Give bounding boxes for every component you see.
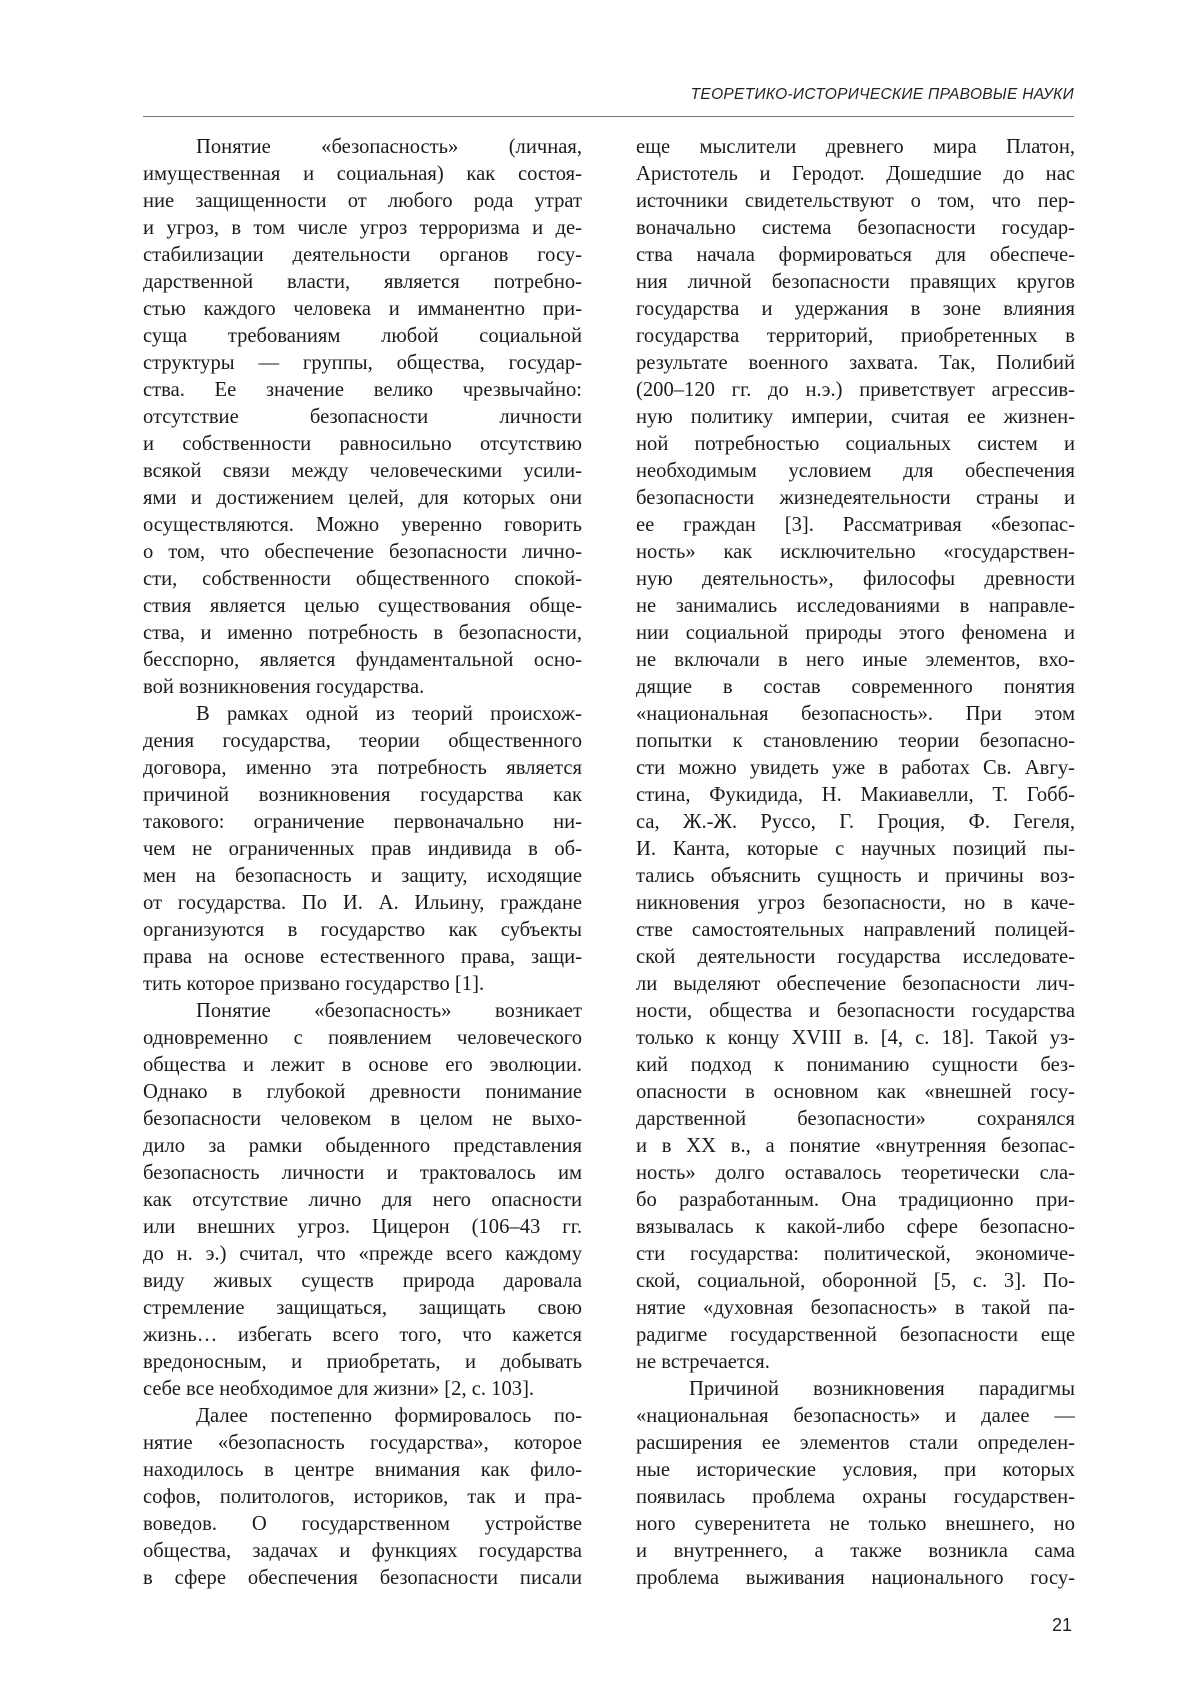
text-line: до н. э.) считал, что «прежде всего каждому — [143, 1243, 582, 1265]
text-line: и внутреннего, а также возникла сама — [636, 1540, 1075, 1562]
text-line: са, Ж.-Ж. Руссо, Г. Гроция, Ф. Гегеля, — [636, 811, 1075, 833]
text-line: опасности в основном как «внешней госу- — [636, 1081, 1075, 1103]
text-line: воведов. О государственном устройстве — [143, 1513, 582, 1535]
text-line: о том, что обеспечение безопасности лично- — [143, 541, 582, 563]
text-line: ного суверенитета не только внешнего, но — [636, 1513, 1075, 1535]
text-line: и в XX в., а понятие «внутренняя безопас- — [636, 1135, 1075, 1157]
text-line: ную политику империи, считая ее жизнен- — [636, 406, 1075, 428]
text-line: дило за рамки обыденного представления — [143, 1135, 582, 1157]
text-line: ства. Ее значение велико чрезвычайно: — [143, 379, 582, 401]
text-line: ния личной безопасности правящих кругов — [636, 271, 1075, 293]
text-line: В рамках одной из теорий происхож- — [196, 703, 582, 725]
text-line: тались объяснить сущность и причины воз- — [636, 865, 1075, 887]
text-line: нятие «безопасность государства», которое — [143, 1432, 582, 1454]
text-line: права на основе естественного права, защи- — [143, 946, 582, 968]
text-line: мен на безопасность и защиту, исходящие — [143, 865, 582, 887]
text-line: еще мыслители древнего мира Платон, — [636, 136, 1075, 158]
text-line: вредоносным, и приобретать, и добывать — [143, 1351, 582, 1373]
text-line: вой возникновения государства. — [143, 676, 425, 698]
text-line: находилось в центре внимания как фило- — [143, 1459, 582, 1481]
left-column — [143, 134, 582, 1592]
text-line: отсутствие безопасности личности — [143, 406, 582, 428]
text-line: договора, именно эта потребность является — [143, 757, 582, 779]
text-line: не включали в него иные элементов, вхо- — [636, 649, 1075, 671]
header-rule — [143, 116, 1074, 117]
text-line: чем не ограниченных прав индивида в об- — [143, 838, 582, 860]
text-line: безопасность личности и трактовалось им — [143, 1162, 582, 1184]
text-line: Далее постепенно формировалось по- — [196, 1405, 582, 1427]
text-line: стью каждого человека и имманентно при- — [143, 298, 582, 320]
text-line: результате военного захвата. Так, Полибий — [636, 352, 1075, 374]
text-line: виду живых существ природа даровала — [143, 1270, 582, 1292]
text-line: «национальная безопасность». При этом — [636, 703, 1075, 725]
text-line: ства, и именно потребность в безопасности, — [143, 622, 582, 644]
text-line: бесспорно, является фундаментальной осно- — [143, 649, 582, 671]
text-line: ской, социальной, оборонной [5, с. 3]. По- — [636, 1270, 1075, 1292]
text-line: сти можно увидеть уже в работах Св. Авгу- — [636, 757, 1075, 779]
text-line: ность» как исключительно «государствен- — [636, 541, 1075, 563]
text-line: такового: ограничение первоначально ни- — [143, 811, 582, 833]
text-line: сти государства: политической, экономиче- — [636, 1243, 1075, 1265]
text-line: радигме государственной безопасности еще — [636, 1324, 1075, 1346]
text-line: Аристотель и Геродот. Дошедшие до нас — [636, 163, 1075, 185]
text-line: ства начала формироваться для обеспече- — [636, 244, 1075, 266]
text-line: источники свидетельствуют о том, что пер- — [636, 190, 1075, 212]
text-line: «национальная безопасность» и далее — — [636, 1405, 1075, 1427]
text-line: суща требованиям любой социальной — [143, 325, 582, 347]
text-line: ной потребностью социальных систем и — [636, 433, 1075, 455]
text-line: жизнь… избегать всего того, что кажется — [143, 1324, 582, 1346]
text-line: безопасности жизнедеятельности страны и — [636, 487, 1075, 509]
text-line: структуры — группы, общества, государ- — [143, 352, 582, 374]
text-line: необходимым условием для обеспечения — [636, 460, 1075, 482]
text-line: и собственности равносильно отсутствию — [143, 433, 582, 455]
text-line: стве самостоятельных направлений полицей- — [636, 919, 1075, 941]
text-line: одновременно с появлением человеческого — [143, 1027, 582, 1049]
text-line: дения государства, теории общественного — [143, 730, 582, 752]
text-line: ями и достижением целей, для которых они — [143, 487, 582, 509]
text-line: сти, собственности общественного спокой- — [143, 568, 582, 590]
text-line: ные исторические условия, при которых — [636, 1459, 1075, 1481]
text-line: кий подход к пониманию сущности без- — [636, 1054, 1075, 1076]
text-line: ли выделяют обеспечение безопасности лич- — [636, 973, 1075, 995]
text-line: имущественная и социальная) как состоя- — [143, 163, 582, 185]
text-line: проблема выживания национального госу- — [636, 1567, 1075, 1589]
text-line: стина, Фукидида, Н. Макиавелли, Т. Гобб- — [636, 784, 1075, 806]
text-line: воначально система безопасности государ- — [636, 217, 1075, 239]
text-line: ности, общества и безопасности государства — [636, 1000, 1075, 1022]
text-line: никновения угроз безопасности, но в каче- — [636, 892, 1075, 914]
right-column — [636, 134, 1075, 1592]
text-line: ее граждан [3]. Рассматривая «безопас- — [636, 514, 1075, 536]
text-line: вязывалась к какой-либо сфере безопасно- — [636, 1216, 1075, 1238]
text-line: попытки к становлению теории безопасно- — [636, 730, 1075, 752]
text-line: софов, политологов, историков, так и пра- — [143, 1486, 582, 1508]
running-header: ТЕОРЕТИКО-ИСТОРИЧЕСКИЕ ПРАВОВЫЕ НАУКИ — [690, 86, 1074, 103]
text-line: ской деятельности государства исследовате- — [636, 946, 1075, 968]
text-line: всякой связи между человеческими усили- — [143, 460, 582, 482]
text-line: Понятие «безопасность» возникает — [196, 1000, 582, 1022]
page-number: 21 — [1051, 1615, 1072, 1635]
text-line: тить которое призвано государство [1]. — [143, 973, 485, 995]
text-line: ность» долго оставалось теоретически сла- — [636, 1162, 1075, 1184]
text-line: как отсутствие лично для него опасности — [143, 1189, 582, 1211]
text-line: Однако в глубокой древности понимание — [143, 1081, 582, 1103]
text-line: И. Канта, которые с научных позиций пы- — [636, 838, 1075, 860]
text-line: от государства. По И. А. Ильину, граждане — [143, 892, 582, 914]
text-line: ную деятельность», философы древности — [636, 568, 1075, 590]
text-line: Причиной возникновения парадигмы — [689, 1378, 1075, 1400]
text-line: дарственной власти, является потребно- — [143, 271, 582, 293]
text-line: появилась проблема охраны государствен- — [636, 1486, 1075, 1508]
text-line: дарственной безопасности» сохранялся — [636, 1108, 1075, 1130]
text-line: в сфере обеспечения безопасности писали — [143, 1567, 582, 1589]
text-line: общества и лежит в основе его эволюции. — [143, 1054, 582, 1076]
text-line: безопасности человеком в целом не выхо- — [143, 1108, 582, 1130]
text-line: ние защищенности от любого рода утрат — [143, 190, 582, 212]
text-line: не занимались исследованиями в направле- — [636, 595, 1075, 617]
text-line: расширения ее элементов стали определен- — [636, 1432, 1075, 1454]
text-line: организуются в государство как субъекты — [143, 919, 582, 941]
text-line: нятие «духовная безопасность» в такой па- — [636, 1297, 1075, 1319]
text-line: Понятие «безопасность» (личная, — [196, 136, 582, 158]
text-line: или внешних угроз. Цицерон (106–43 гг. — [143, 1216, 582, 1238]
text-line: ствия является целью существования обще- — [143, 595, 582, 617]
text-line: дящие в состав современного понятия — [636, 676, 1075, 698]
text-line: общества, задачах и функциях государства — [143, 1540, 582, 1562]
text-line: только к концу XVIII в. [4, с. 18]. Такой уз- — [636, 1027, 1075, 1049]
text-line: нии социальной природы этого феномена и — [636, 622, 1075, 644]
text-line: (200–120 гг. до н.э.) приветствует агрессив- — [636, 379, 1075, 401]
text-line: стремление защищаться, защищать свою — [143, 1297, 582, 1319]
text-line: причиной возникновения государства как — [143, 784, 582, 806]
text-line: государства и удержания в зоне влияния — [636, 298, 1075, 320]
text-line: стабилизации деятельности органов госу- — [143, 244, 582, 266]
text-line: и угроз, в том числе угроз терроризма и де- — [143, 217, 582, 239]
text-line: не встречается. — [636, 1351, 770, 1373]
text-line: бо разработанным. Она традиционно при- — [636, 1189, 1075, 1211]
text-line: осуществляются. Можно уверенно говорить — [143, 514, 582, 536]
text-line: государства территорий, приобретенных в — [636, 325, 1075, 347]
text-line: себе все необходимое для жизни» [2, с. 103]. — [143, 1378, 535, 1400]
